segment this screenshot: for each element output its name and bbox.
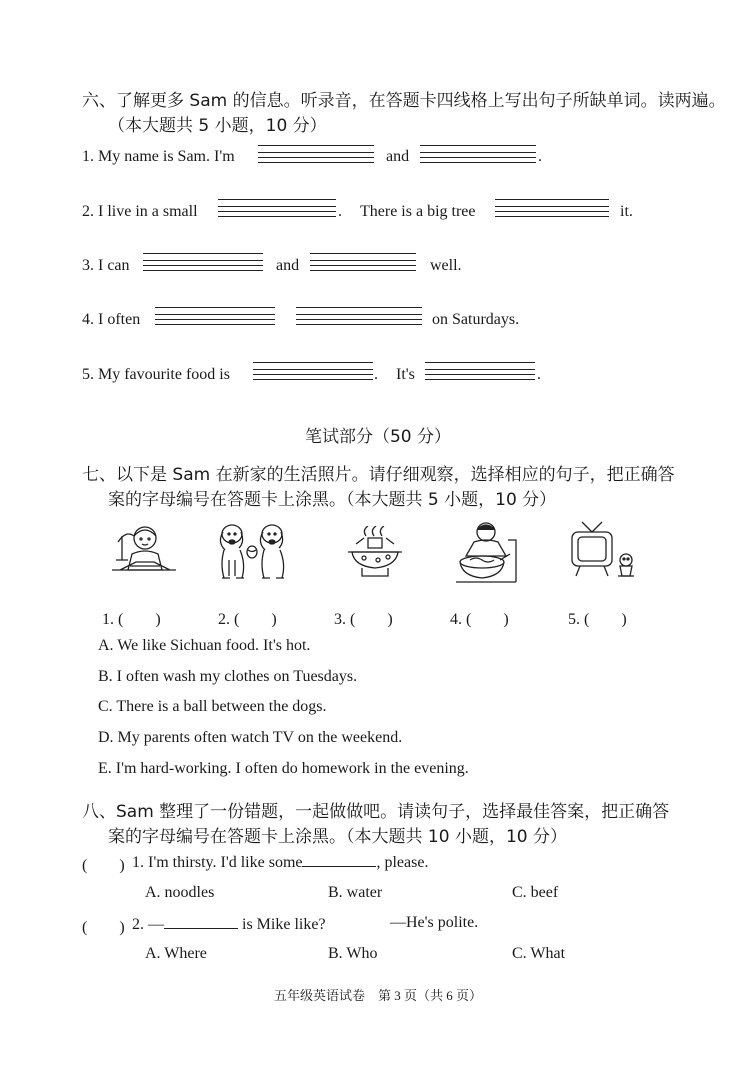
answer-blank (302, 852, 376, 867)
s8-q2-stem (132, 914, 326, 934)
s6-q4-end: on Saturdays. (432, 311, 520, 328)
picture-answer-2[interactable]: 2. ( ) (218, 611, 277, 628)
four-line-blank[interactable] (296, 307, 422, 325)
s6-q1-and: and (386, 148, 410, 165)
option-e: E. I'm hard-working. I often do homework in the evening. (98, 760, 469, 777)
s8-q2-mid: is Mike like? (238, 916, 326, 933)
answer-blank (164, 914, 238, 929)
s6-q2-end: it. (620, 203, 633, 220)
four-line-blank[interactable] (310, 253, 416, 271)
s8-q2-paren[interactable]: ( ) (82, 919, 125, 936)
s8-q1-option-a: A. noodles (145, 884, 215, 901)
s8-q2-response: —He's polite. (390, 914, 479, 931)
option-b: B. I often wash my clothes on Tuesdays. (98, 668, 358, 685)
s8-q1-tail: , please. (376, 854, 429, 871)
hotpot-illustration (344, 526, 406, 580)
s6-q1-end: . (538, 148, 542, 165)
s8-q1-paren[interactable]: ( ) (82, 857, 125, 874)
option-c: C. There is a ball between the dogs. (98, 698, 327, 715)
four-line-blank[interactable] (420, 145, 536, 163)
s6-q3-end: well. (430, 257, 462, 274)
section6-title: 六、了解更多 Sam 的信息。听录音，在答题卡四线格上写出句子所缺单词。读两遍。 (82, 91, 726, 111)
s6-q1-text: 1. My name is Sam. I'm (82, 148, 235, 165)
boy-washing-clothes-illustration (452, 520, 520, 584)
s6-q3-text: 3. I can (82, 257, 130, 274)
section8-title: 八、Sam 整理了一份错题，一起做做吧。请读句子，选择最佳答案，把正确答 (82, 802, 670, 822)
s8-q1-option-c: C. beef (512, 884, 559, 901)
s6-q2-period: . (338, 203, 342, 220)
four-line-blank[interactable] (143, 253, 263, 271)
four-line-blank[interactable] (218, 199, 336, 217)
s8-q1-stem (132, 852, 428, 872)
four-line-blank[interactable] (155, 307, 275, 325)
page-footer: 五年级英语试卷 第 3 页（共 6 页） (273, 988, 482, 1003)
tv-and-toy-illustration (568, 520, 640, 582)
section6-note: （本大题共 5 小题，10 分） (108, 116, 327, 136)
s8-q2-option-c: C. What (512, 945, 566, 962)
picture-answer-4[interactable]: 4. ( ) (450, 611, 509, 628)
s6-q2-text: 2. I live in a small (82, 203, 198, 220)
s6-q5-its: It's (396, 366, 415, 383)
four-line-blank[interactable] (495, 199, 609, 217)
section8-title2: 案的字母编号在答题卡上涂黑。（本大题共 10 小题，10 分） (108, 827, 567, 847)
option-a: A. We like Sichuan food. It's hot. (98, 637, 311, 654)
s8-q2-option-a: A. Where (145, 945, 207, 962)
s8-q1-stem-text: 1. I'm thirsty. I'd like some (132, 854, 303, 871)
four-line-blank[interactable] (253, 362, 373, 380)
s6-q5-end: . (537, 366, 541, 383)
picture-answer-5[interactable]: 5. ( ) (568, 611, 627, 628)
s6-q3-and: and (276, 257, 300, 274)
s6-q2-text2: There is a big tree (360, 203, 476, 220)
option-d: D. My parents often watch TV on the weekend. (98, 729, 403, 746)
two-dogs-ball-illustration (214, 520, 290, 584)
s6-q5-period: . (374, 366, 378, 383)
boy-doing-homework-illustration (110, 520, 180, 582)
four-line-blank[interactable] (258, 145, 374, 163)
picture-answer-3[interactable]: 3. ( ) (334, 611, 393, 628)
s6-q4-text: 4. I often (82, 311, 141, 328)
s8-q2-stem-text: 2. — (132, 916, 164, 933)
section7-title: 七、以下是 Sam 在新家的生活照片。请仔细观察，选择相应的句子，把正确答 (82, 465, 675, 485)
four-line-blank[interactable] (425, 362, 535, 380)
s8-q1-option-b: B. water (328, 884, 383, 901)
s6-q5-text: 5. My favourite food is (82, 366, 230, 383)
written-part-heading: 笔试部分（50 分） (304, 427, 452, 447)
s8-q2-option-b: B. Who (328, 945, 378, 962)
section7-title2: 案的字母编号在答题卡上涂黑。（本大题共 5 小题，10 分） (108, 490, 557, 510)
picture-answer-1[interactable]: 1. ( ) (102, 611, 161, 628)
